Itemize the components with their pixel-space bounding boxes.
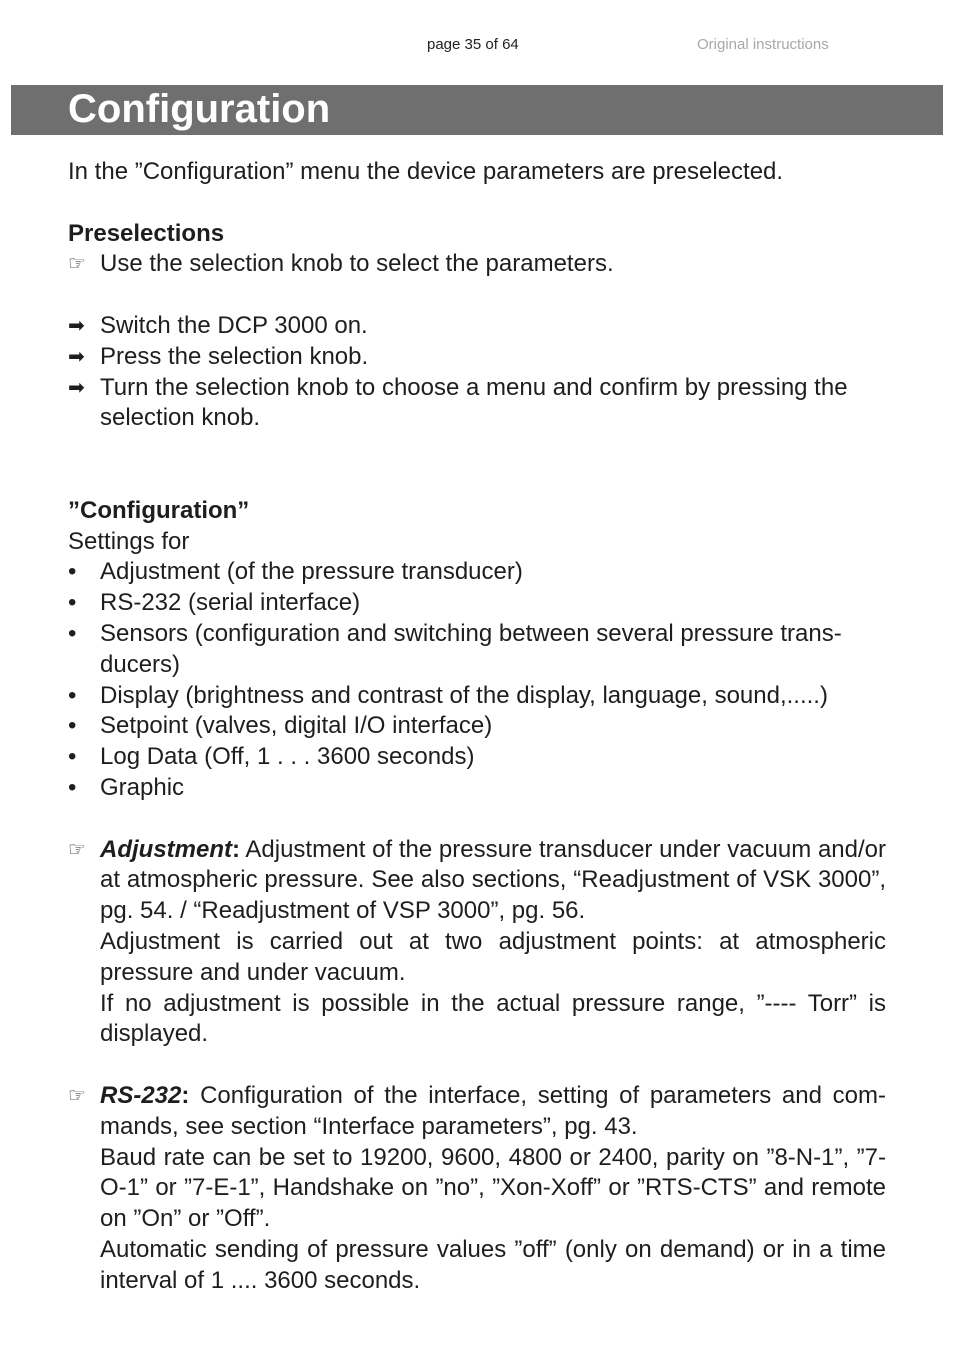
list-item (68, 619, 886, 681)
bullet-icon: • (68, 619, 77, 647)
page-number: page 35 of 64 (427, 36, 519, 53)
rs232-colon: : (181, 1081, 190, 1109)
adjustment-paragraph (100, 835, 886, 927)
list-item-text: Setpoint (valves, digital I/O interface) (100, 712, 493, 740)
bullet-icon: • (68, 681, 77, 709)
title-bar (11, 85, 943, 135)
bullet-icon: • (68, 743, 77, 771)
preselections-heading: Preselections (68, 219, 225, 247)
right-arrow-icon: ➡ (68, 345, 85, 368)
step-text: Turn the selection knob to choose a menu and confirm by pressing the selection knob. (100, 373, 848, 432)
adjustment-range-text: If no adjustment is possible in the actual pressure range, ”---- Torr” is displayed. (100, 989, 886, 1048)
settings-for-text: Settings for (68, 527, 190, 555)
list-item-text: RS-232 (serial interface) (100, 589, 361, 617)
right-arrow-icon: ➡ (68, 376, 85, 399)
bullet-icon: • (68, 773, 77, 801)
auto-sending-text: Automatic sending of pressure values ”off” (only on demand) or in a time interval of 1 .... 3600 seconds. (100, 1235, 886, 1294)
page-title: Configuration (68, 87, 331, 131)
pointing-hand-icon: ☞ (68, 838, 86, 861)
step-item (68, 342, 886, 373)
step-text: Press the selection knob. (100, 342, 369, 370)
pointing-hand-icon: ☞ (68, 253, 86, 276)
adjustment-colon: : (232, 835, 240, 863)
list-item-text: Display (brightness and contrast of the display, language, sound,.....) (100, 681, 828, 709)
list-item (68, 773, 886, 804)
document-type: Original instructions (697, 36, 829, 53)
step-text: Switch the DCP 3000 on. (100, 311, 368, 339)
rs232-keyword: RS-232 (100, 1081, 182, 1109)
list-item-text: Log Data (Off, 1 . . . 3600 seconds) (100, 743, 475, 771)
list-item (68, 681, 886, 712)
list-item (68, 711, 886, 742)
list-item (68, 742, 886, 773)
content (68, 157, 886, 1296)
adjustment-text: Adjustment of the pressure transducer under vacuum and/or at atmospheric pressure. See also sections, “Readjustment of VSK 3000”, pg. 54. / “Readjustment of VSP 3000”, pg. 56. (100, 835, 886, 925)
bullet-icon: • (68, 589, 77, 617)
baud-rate-text: Baud rate can be set to 19200, 9600, 4800 or 2400, parity on ”8-N-1”, ”7-O-1” or ”7-E-1”, Handshake on ”no”, ”Xon-Xoff” or ”RTS-CTS” and remote on ”On” or ”Off”. (100, 1143, 886, 1233)
step-item (68, 311, 886, 342)
adjustment-keyword: Adjustment (100, 835, 232, 863)
hint-text: Use the selection knob to select the parameters. (100, 250, 614, 278)
adjustment-points-text: Adjustment is carried out at two adjustment points: at atmospheric pressure and under vacuum. (100, 927, 886, 986)
list-item-text: Adjustment (of the pressure transducer) (100, 558, 523, 586)
list-item-text: Graphic (100, 773, 185, 801)
bullet-icon: • (68, 712, 77, 740)
rs232-paragraph (100, 1081, 886, 1143)
pointing-hand-icon: ☞ (68, 1084, 86, 1107)
list-item (68, 588, 886, 619)
step-item (68, 373, 886, 435)
preselections-hint (68, 249, 886, 280)
rs232-text: Configuration of the interface, setting of parameters and com-mands, see section “Interface parameters”, pg. 43. (100, 1081, 886, 1140)
intro-text: In the ”Configuration” menu the device parameters are preselected. (68, 158, 784, 185)
configuration-heading: ”Configuration” (68, 496, 250, 524)
rs232-note (68, 1081, 886, 1297)
list-item-text: Sensors (configuration and switching between several pressure trans-ducers) (100, 619, 842, 678)
adjustment-note (68, 835, 886, 1051)
right-arrow-icon: ➡ (68, 314, 85, 337)
list-item (68, 557, 886, 588)
bullet-icon: • (68, 558, 77, 586)
